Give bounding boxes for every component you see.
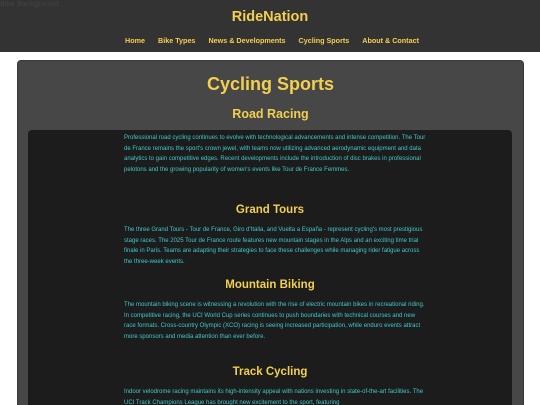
site-header — [0, 0, 540, 53]
sections-panel — [28, 130, 512, 405]
section-text-mountain-biking: The mountain biking scene is witnessing a revolution with the rise of electric mountain bikes in recreational riding. In competitive racing, the UCI World Cup series continues to push boundaries with technical courses and new race formats. Cross-country Olympic (XCO) racing is seeing increased participation, while enduro events attract more sponsors and media attention than ever before. — [124, 302, 425, 340]
section-text-track-cycling: Indoor velodrome racing maintains its high-intensity appeal with nations investing in state-of-the-art facilities. The UCI Track Champions League has brought new excitement to the sport, featuring — [124, 389, 424, 405]
page-title: Cycling Sports — [206, 74, 335, 94]
nav-bike-types[interactable]: Bike Types — [158, 36, 196, 45]
section-heading-mountain-biking: Mountain Biking — [225, 279, 315, 291]
section-text-road-racing: Professional road cycling continues to evolve with technological advancements and intense competition. The Tour de France remains the sport's crown jewel, with teams now utilizing advanced aerodynamic equipment and data analytics to gain competitive edges. Recent developments include the introduction of disc brakes in professional pelotons and the growing popularity of women's events like Tour de France Femmes. — [124, 135, 426, 173]
nav-about-contact[interactable]: About & Contact — [362, 36, 419, 45]
main-nav — [2, 36, 540, 45]
section-heading-road-racing: Road Racing — [232, 107, 309, 121]
nav-cycling-sports[interactable]: Cycling Sports — [298, 36, 350, 45]
section-text-grand-tours: The three Grand Tours - Tour de France, Giro d'Italia, and Vuelta a España - represent cycling's most prestigious stage races. The 2025 Tour de France route features new mountain stages in the Alps and an exciting time trial finale in Paris. Teams are adapting their strategies to face these challenges while managing rider fatigue across the three-week events. — [124, 227, 423, 265]
nav-home[interactable]: Home — [125, 36, 146, 45]
main-content-card — [17, 60, 524, 405]
broken-background-image: Bike Background — [0, 0, 59, 8]
section-heading-grand-tours: Grand Tours — [235, 204, 305, 216]
site-title[interactable]: RideNation — [231, 9, 309, 25]
section-heading-track-cycling: Track Cycling — [232, 366, 308, 378]
nav-news-developments[interactable]: News & Developments — [208, 36, 286, 45]
